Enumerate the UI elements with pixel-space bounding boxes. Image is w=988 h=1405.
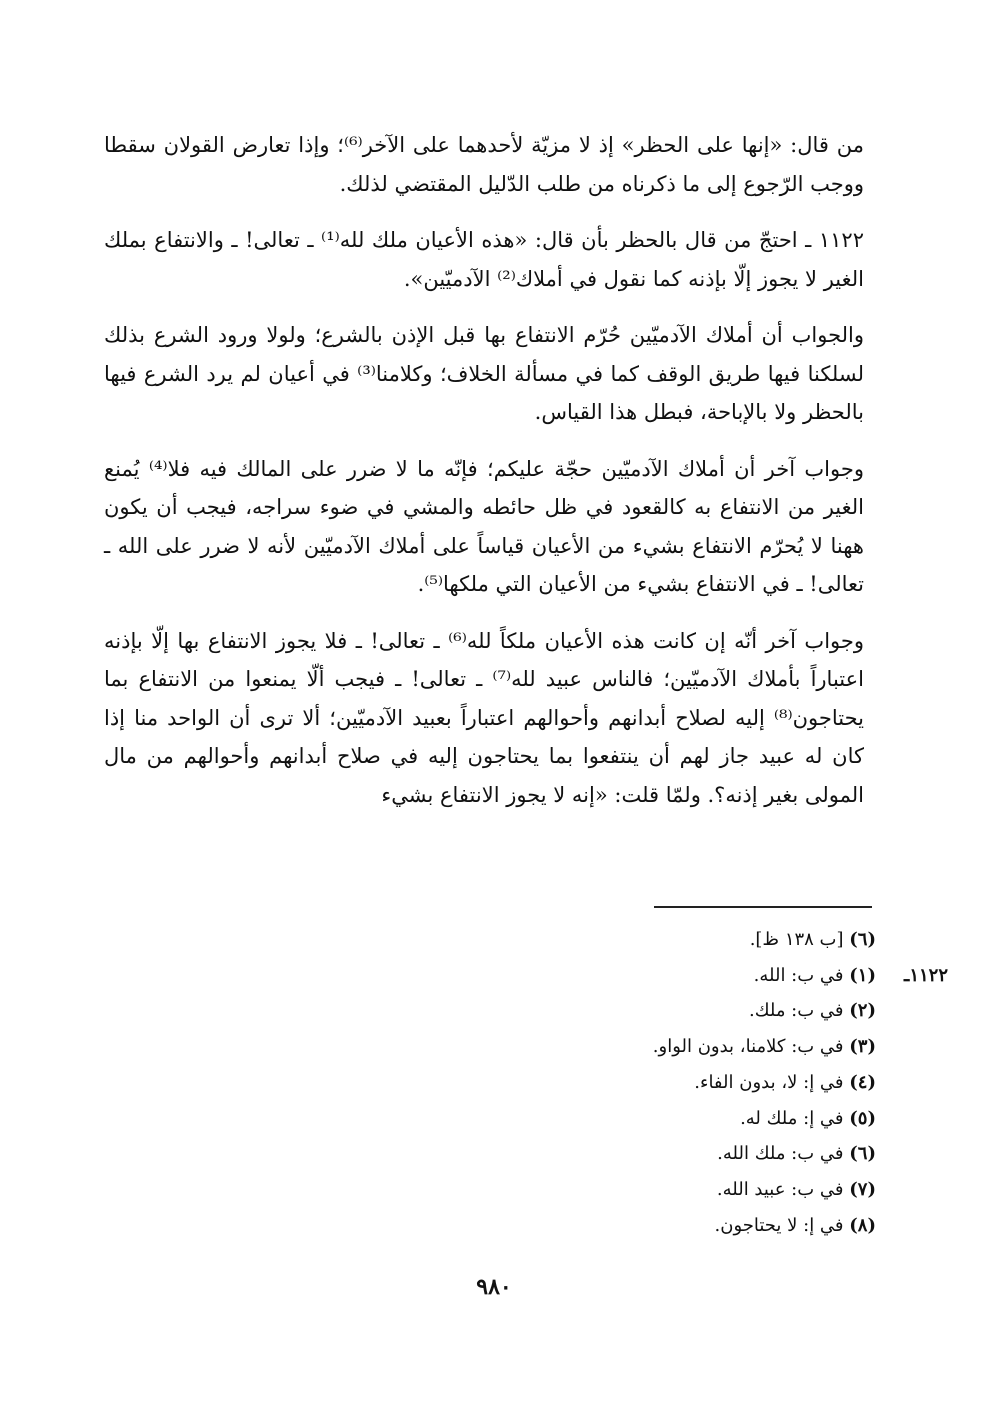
paragraph: وجواب آخر أنّه إن كانت هذه الأعيان ملكاً لله⁽⁶⁾ ـ تعالى! ـ فلا يجوز الانتفاع بها إلّا بإذنه اعتباراً بأملاك الآدميّين؛ فالناس عبيد لله⁽⁷⁾ ـ تعالى! ـ فيجب ألّا يمنعوا من الانتفاع بما يحتاجون⁽⁸⁾ إليه لصلاح أبدانهم وأحوالهم اعتباراً بعبيد الآدميّين؛ ألا ترى أن الواحد منا إذا كان له عبيد جاز لهم أن ينتفعوا بما يحتاجون إليه في صلاح أبدانهم وأحوالهم من مال المولى بغير إذنه؟. ولمّا قلت: «إنه لا يجوز الانتفاع بشيء [104,628,864,807]
page-number: ٩٨٠ [476,1274,512,1300]
footnote-number: (٦) [849,1143,876,1165]
footnote [356,1172,876,1208]
footnote [356,1208,876,1244]
paragraph: وجواب آخر أن أملاك الآدميّين حجّة عليكم؛ فإنّه ما لا ضرر على المالك فيه فلا⁽⁴⁾ يُمنع الغير من الانتفاع به كالقعود في ظل حائطه والمشي في ضوء سراجه، فيجب أن يكون ههنا لا يُحرّم الانتفاع بشيء من الأعيان قياساً على أملاك الآدميّين لأنه لا ضرر على الله ـ تعالى! ـ في الانتفاع بشيء من الأعيان التي ملكها⁽⁵⁾. [104,456,864,596]
paragraph: ١١٢٢ ـ احتجّ من قال بالحظر بأن قال: «هذه الأعيان ملك لله⁽¹⁾ ـ تعالى! ـ والانتفاع بملك الغير لا يجوز إلّا بإذنه كما نقول في أملاك⁽²⁾ الآدميّين». [104,228,864,291]
footnote-text: في إ: لا، بدون الفاء. [694,1071,844,1093]
footnote-text: في ب: كلامنا، بدون الواو. [652,1036,844,1058]
footnote-group [356,958,948,1244]
footnote-text: في إ: ملك له. [740,1107,844,1129]
footnote-number: (١) [849,964,876,986]
footnote [356,958,876,994]
footnote-text: في إ: لا يحتاجون. [714,1214,844,1236]
footnote [356,922,876,958]
footnote-divider [654,906,872,908]
footnote-number: (٦) [849,929,876,950]
footnote-number: (٨) [849,1214,876,1236]
footnote-text: [ب ١٣٨ ظ]. [749,929,844,950]
footnote [356,993,876,1029]
footnotes [356,922,948,1243]
paragraph: والجواب أن أملاك الآدميّين حُرّم الانتفاع بها قبل الإذن بالشرع؛ ولولا ورود الشرع بذلك لسلكنا فيها طريق الوقف كما في مسألة الخلاف؛ وكلامنا⁽³⁾ في أعيان لم يرد الشرع فيها بالحظر ولا بالإباحة، فبطل هذا القياس. [104,323,865,424]
footnote [356,1101,876,1137]
footnote-text: في ب: الله. [753,964,844,986]
footnote-number: (٧) [849,1178,876,1200]
footnote-text: في ب: عبيد الله. [716,1178,844,1200]
footnote-number: (٣) [849,1036,876,1058]
footnote-text: في ب: ملك الله. [717,1143,844,1165]
footnote [356,1065,876,1101]
main-text [104,126,864,832]
footnote [356,1029,876,1065]
footnote-text: في ب: ملك. [748,1000,844,1022]
footnote-number: (٢) [849,1000,876,1022]
paragraph: من قال: «إنها على الحظر» إذ لا مزيّة لأحدهما على الآخر⁽⁶⁾؛ وإذا تعارض القولان سقطا ووجب الرّجوع إلى ما ذكرناه من طلب الدّليل المقتضي لذلك. [104,133,864,196]
footnote-number: (٤) [849,1071,876,1093]
footnote-number: (٥) [849,1107,876,1129]
footnote [356,1136,876,1172]
footnote-group-label: ١١٢٢ـ [904,964,948,986]
